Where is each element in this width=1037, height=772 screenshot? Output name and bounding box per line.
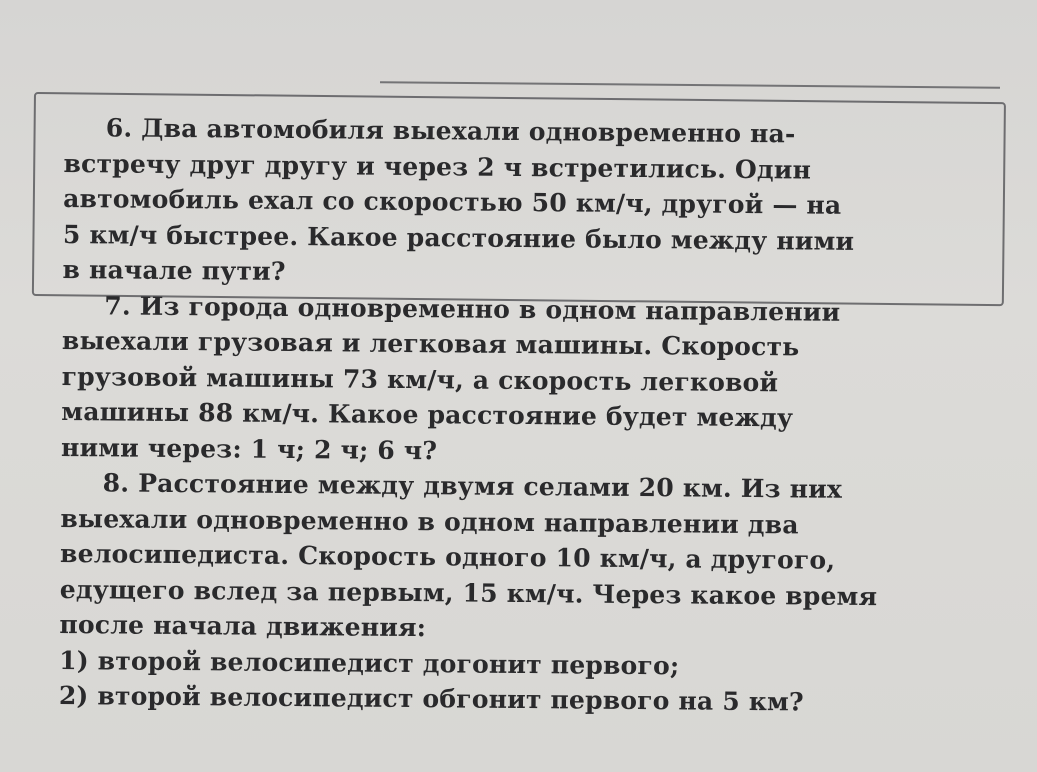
problem-line: грузовой машины 73 км/ч, а скорость легковой xyxy=(61,361,779,397)
problem-line: ними через: 1 ч; 2 ч; 6 ч? xyxy=(60,432,438,465)
problem-7 xyxy=(61,287,963,472)
problem-8 xyxy=(59,465,961,721)
problem-line: машины 88 км/ч. Какое расстояние будет между xyxy=(61,396,794,433)
problem-line: встречу друг другу и через 2 ч встретились. Один xyxy=(63,148,812,185)
problem-line: 7. Из города одновременно в одном направлении xyxy=(104,290,841,327)
problem-line: автомобиль ехал со скоростью 50 км/ч, другой — на xyxy=(63,183,842,220)
problem-line: 2) второй велосипедист обгонит первого на 5 км? xyxy=(58,680,804,717)
problems-text xyxy=(59,110,964,721)
problem-line: 8. Расстояние между двумя селами 20 км. Из них xyxy=(102,468,843,504)
problem-line: в начале пути? xyxy=(62,254,286,286)
problem-6 xyxy=(62,110,964,295)
problem-line: едущего вслед за первым, 15 км/ч. Через какое время xyxy=(59,574,878,611)
problem-line: велосипедиста. Скорость одного 10 км/ч, а другого, xyxy=(60,538,836,575)
pencil-stroke xyxy=(380,81,1000,88)
problem-line: выехали одновременно в одном направлении два xyxy=(60,503,799,539)
problem-line: 5 км/ч быстрее. Какое расстояние было между ними xyxy=(62,219,855,256)
problem-line: выехали грузовая и легковая машины. Скорость xyxy=(61,325,800,362)
problem-line: 1) второй велосипедист догонит первого; xyxy=(59,645,680,680)
problem-line: после начала движения: xyxy=(59,609,427,643)
problem-line: 6. Два автомобиля выехали одновременно на- xyxy=(105,113,796,149)
